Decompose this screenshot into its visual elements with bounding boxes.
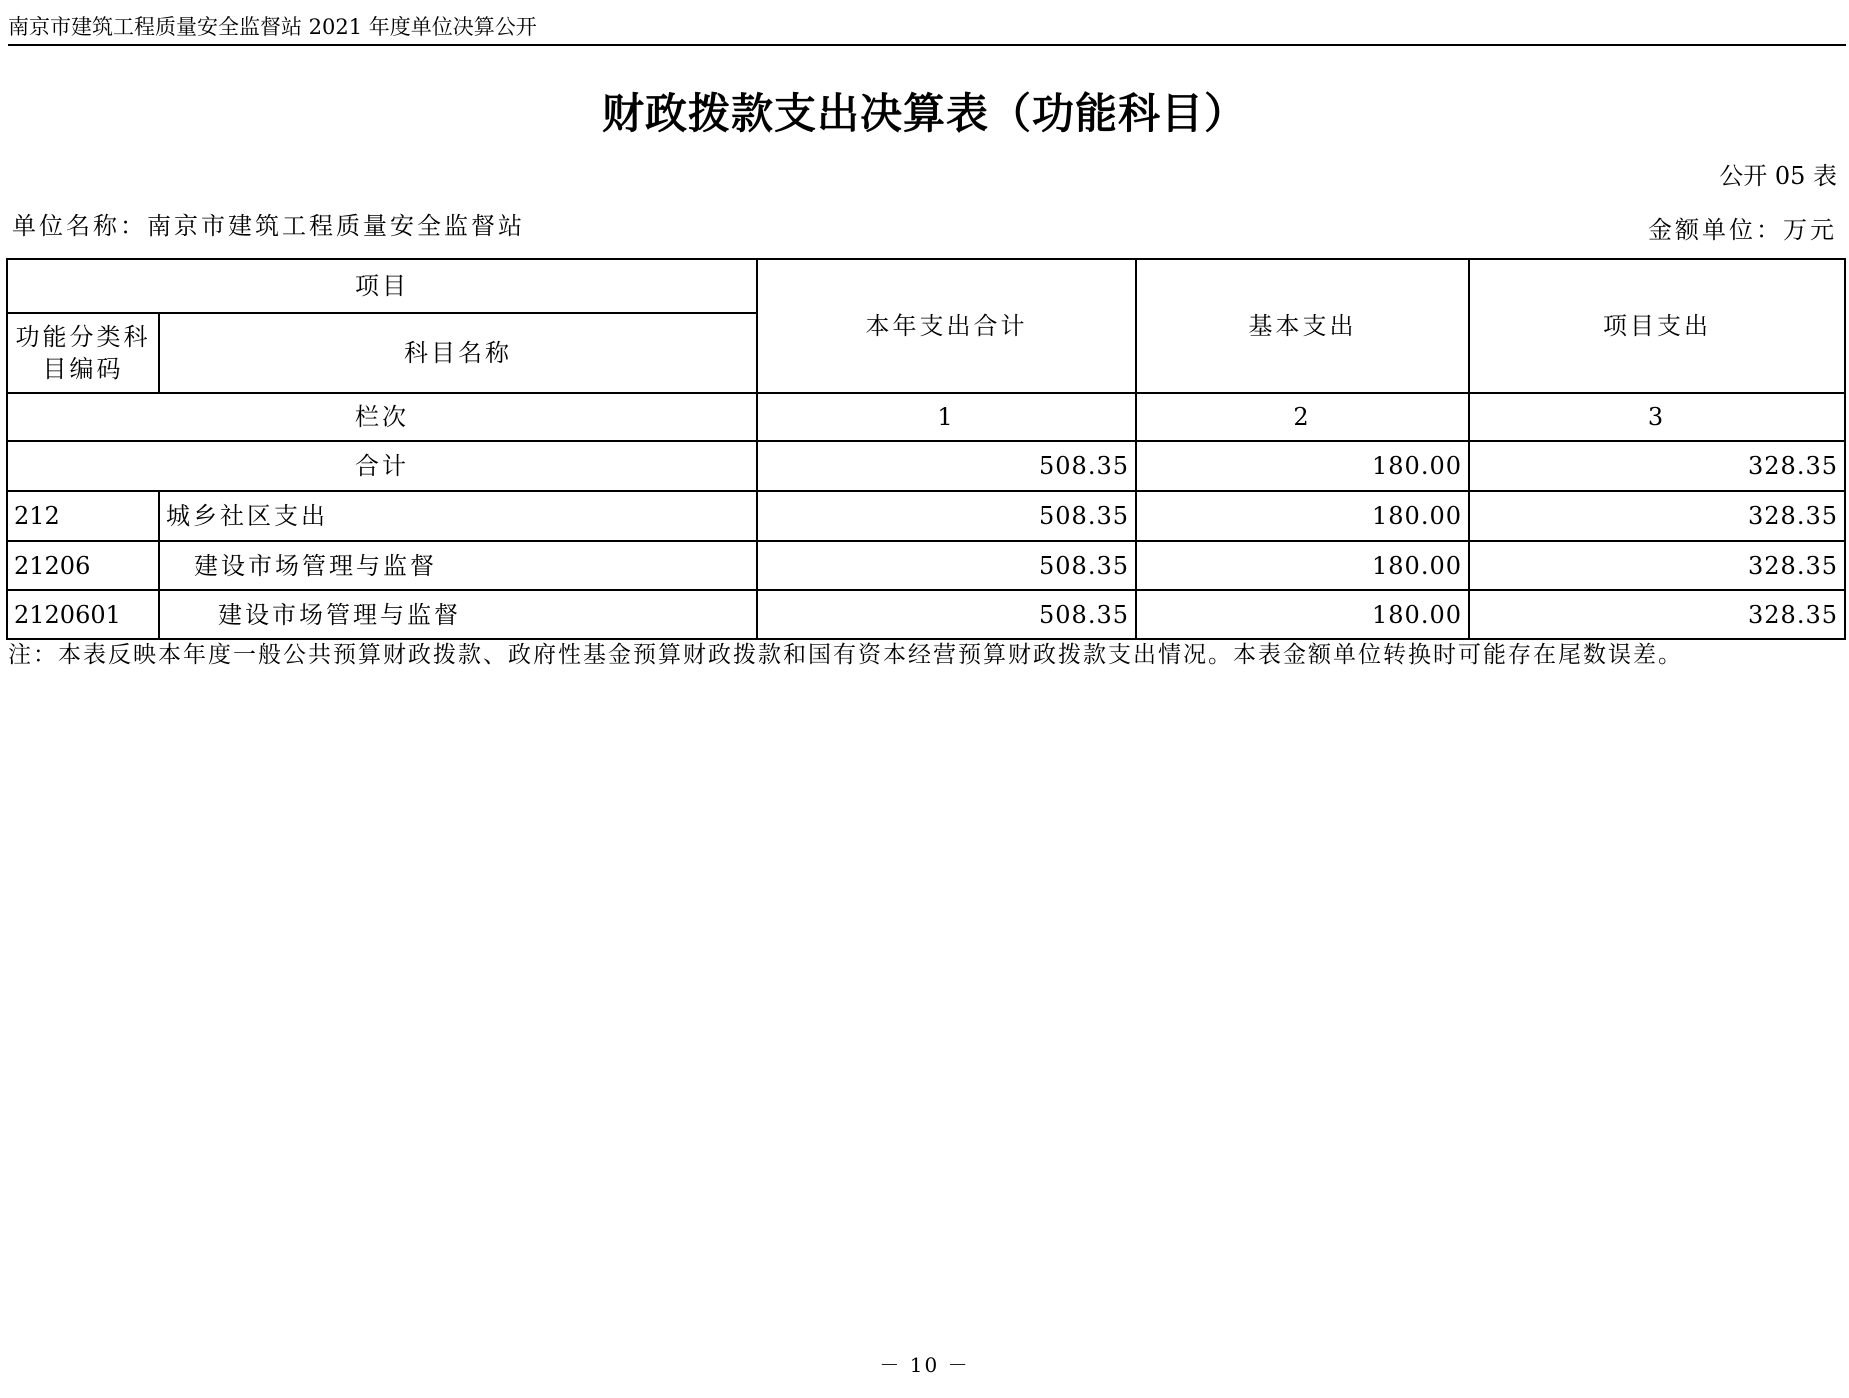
table-row [7, 541, 1845, 590]
row-total: 508.35 [757, 590, 1136, 639]
column-index-2: 2 [1136, 393, 1469, 441]
row-code: 212 [7, 491, 159, 541]
header-total: 本年支出合计 [757, 259, 1136, 393]
total-project: 328.35 [1469, 441, 1845, 491]
table-row [7, 491, 1845, 541]
header-subject-name: 科目名称 [159, 313, 757, 393]
row-name: 城乡社区支出 [159, 491, 757, 541]
row-project: 328.35 [1469, 541, 1845, 590]
column-index-3: 3 [1469, 393, 1845, 441]
row-name: 建设市场管理与监督 [159, 590, 757, 639]
row-total: 508.35 [757, 541, 1136, 590]
table-row [7, 590, 1845, 639]
row-project: 328.35 [1469, 590, 1845, 639]
header-project: 项目 [7, 259, 757, 313]
total-total: 508.35 [757, 441, 1136, 491]
total-label: 合计 [7, 441, 757, 491]
column-index-label: 栏次 [7, 393, 757, 441]
footnote: 注：本表反映本年度一般公共预算财政拨款、政府性基金预算财政拨款和国有资本经营预算财政拨款支出情况。本表金额单位转换时可能存在尾数误差。 [8, 642, 1683, 668]
row-name: 建设市场管理与监督 [159, 541, 757, 590]
expenditure-table [6, 258, 1846, 640]
unit-name: 单位名称：南京市建筑工程质量安全监督站 [12, 212, 525, 240]
column-index-row [7, 393, 1845, 441]
row-project: 328.35 [1469, 491, 1845, 541]
running-header [8, 12, 1846, 46]
row-code: 2120601 [7, 590, 159, 639]
header-project-expense: 项目支出 [1469, 259, 1845, 393]
page-number: － 10 － [879, 1353, 970, 1377]
running-title: 南京市建筑工程质量安全监督站 2021 年度单位决算公开 [8, 15, 537, 39]
row-basic: 180.00 [1136, 491, 1469, 541]
header-row-1 [7, 259, 1845, 313]
header-func-code: 功能分类科目编码 [7, 313, 159, 393]
table-number: 公开 05 表 [1719, 162, 1837, 190]
total-basic: 180.00 [1136, 441, 1469, 491]
row-code: 21206 [7, 541, 159, 590]
amount-unit: 金额单位：万元 [1648, 216, 1837, 244]
header-basic: 基本支出 [1136, 259, 1469, 393]
column-index-1: 1 [757, 393, 1136, 441]
row-total: 508.35 [757, 491, 1136, 541]
total-row [7, 441, 1845, 491]
page-title: 财政拨款支出决算表（功能科目） [601, 89, 1247, 138]
row-basic: 180.00 [1136, 590, 1469, 639]
row-basic: 180.00 [1136, 541, 1469, 590]
